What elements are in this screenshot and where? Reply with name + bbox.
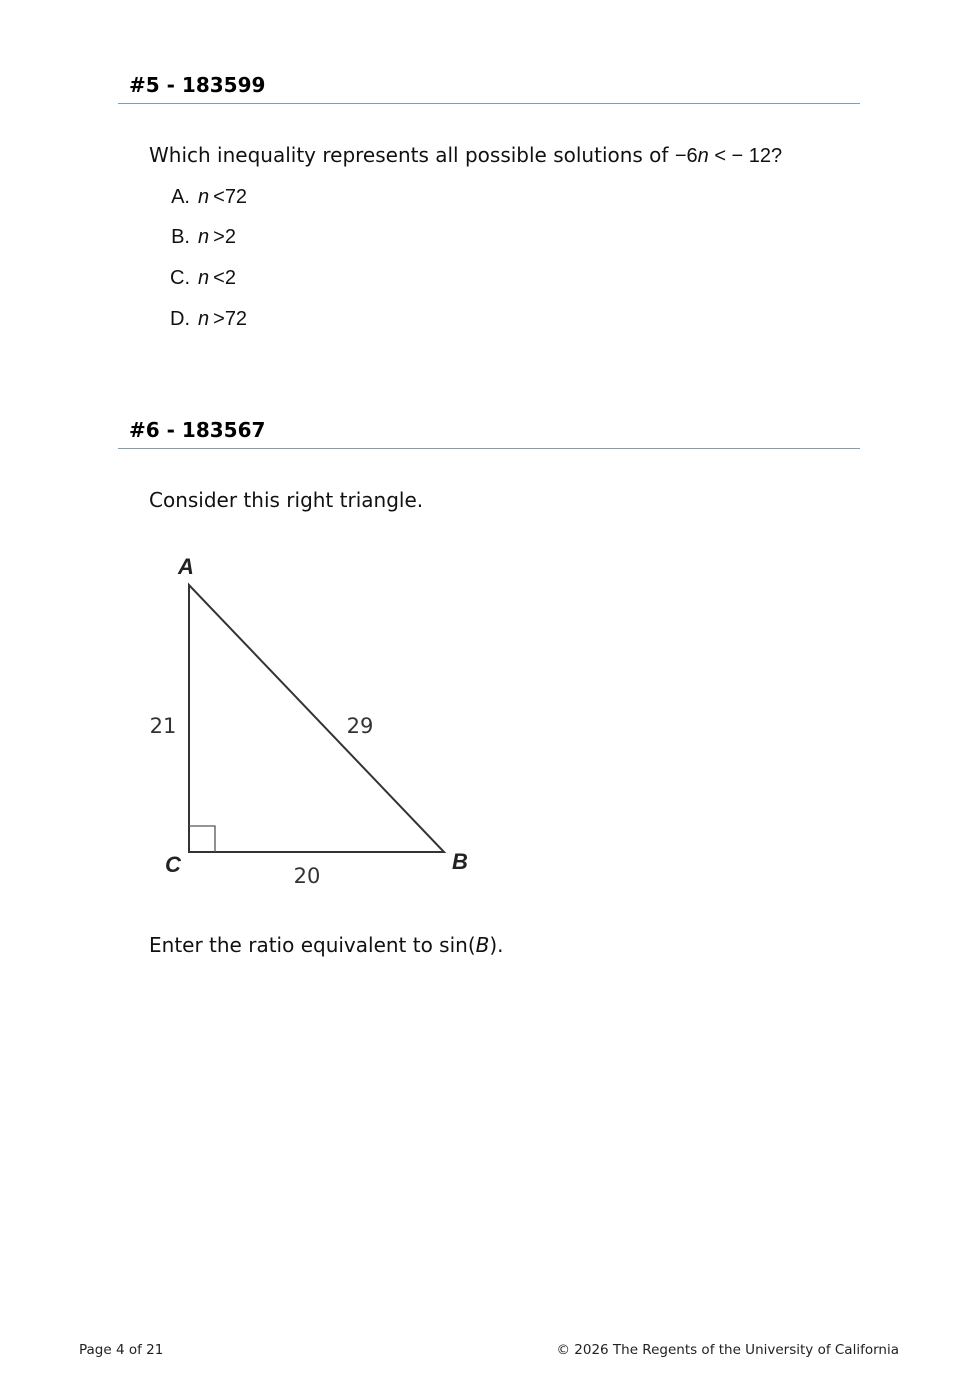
inequality-coefficient: −6 [674,145,698,167]
choice-letter: C. [170,267,190,289]
side-label-cb: 20 [293,864,321,888]
choice-letter: B. [171,226,190,248]
question-5-prompt-text: Which inequality represents all possible solutions of [149,143,669,167]
question-6-title: #6 - 183567 [129,418,266,442]
question-5-title: #5 - 183599 [129,73,266,97]
side-label-ac: 21 [149,714,177,738]
choice-expression: n <2 [198,267,236,289]
choice-letter: D. [170,308,190,330]
question-5-header [118,73,860,104]
choice-expression: n >2 [198,226,236,248]
choice-b[interactable] [160,226,360,252]
right-triangle-diagram [140,548,480,893]
vertex-label-c: C [165,852,181,877]
followup-variable: B [475,933,490,957]
question-5-inequality [675,145,782,167]
choice-letter: A. [171,186,190,208]
vertex-label-a: A [178,554,194,579]
question-6-header [118,418,860,449]
triangle-shape [189,585,444,852]
question-5-prompt [149,143,782,168]
right-angle-marker [189,826,215,852]
question-6-prompt: Consider this right triangle. [149,488,424,512]
choice-c[interactable] [160,267,360,293]
page-number: Page 4 of 21 [79,1342,164,1358]
inequality-variable: n [697,145,709,167]
vertex-label-b: B [452,849,468,874]
question-6-followup: Enter the ratio equivalent to sin(B). [149,933,504,957]
choice-d[interactable] [160,308,360,334]
choice-a[interactable] [160,186,360,212]
inequality-rest: < − 12? [708,145,783,167]
copyright-notice: © 2026 The Regents of the University of California [556,1342,899,1358]
choice-expression: n >72 [198,308,248,330]
side-label-ab: 29 [346,714,374,738]
choice-expression: n <72 [198,186,248,208]
